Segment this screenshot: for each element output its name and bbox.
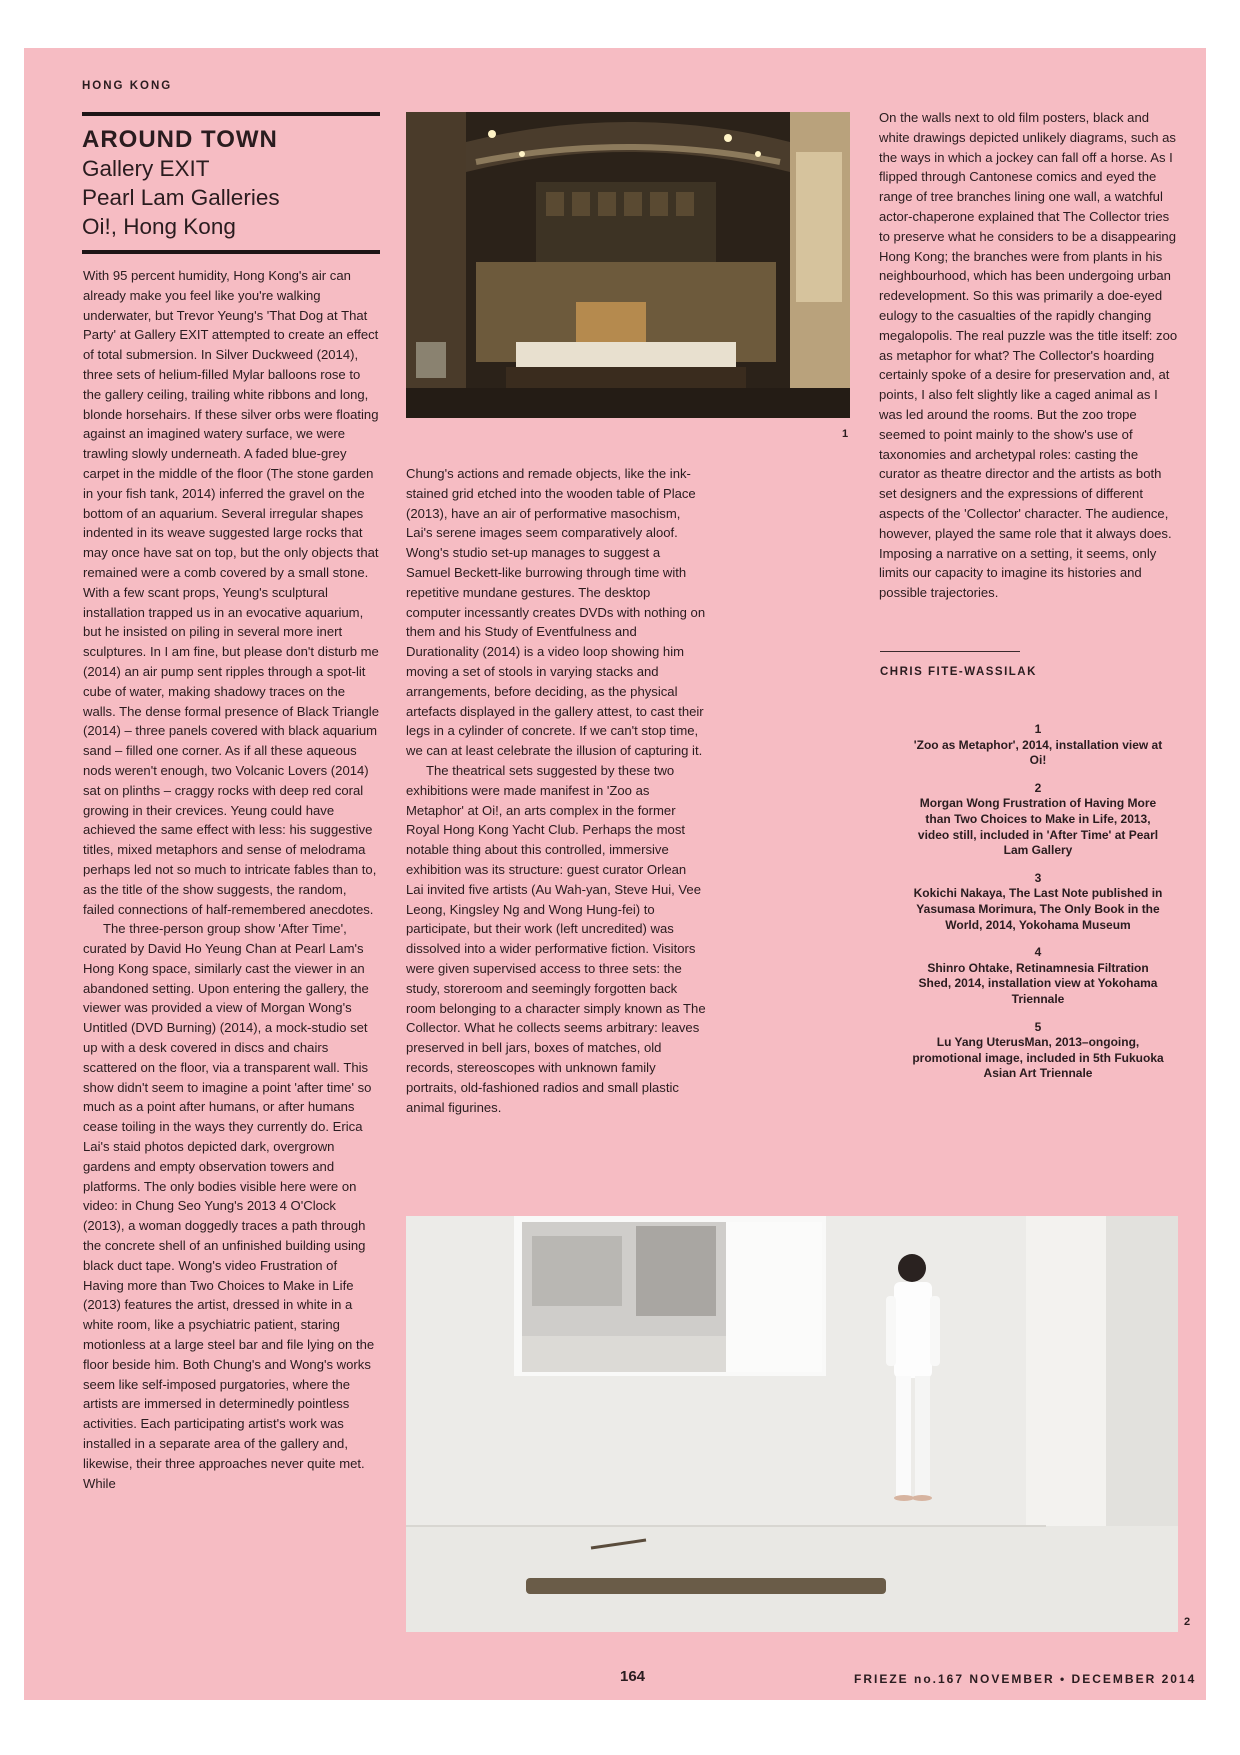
magazine-page xyxy=(24,48,1206,1700)
header-rule-bottom xyxy=(82,250,380,254)
venue-2: Pearl Lam Galleries xyxy=(82,185,280,210)
caption-number: 4 xyxy=(1034,945,1042,960)
body-paragraph: Chung's actions and remade objects, like the ink-stained grid etched into the wooden table of Place (2013), have an air of performative masochism, Lai's serene images seem comparatively aloof. Wong's studio set-up manages to suggest a Samuel Beckett-like burrowing through time with repetitive mundane gestures. The desktop computer incessantly creates DVDs with nothing on them and his Study of Eventfulness and Durationality (2014) is a video loop showing him moving a set of stools in varying stacks and arrangements, before deciding, as the physical artefacts displayed in the gallery attest, to cast their legs in a cylinder of concrete. If we can't stop time, we can at least celebrate the illusion of capturing it. xyxy=(406,466,706,759)
footer-masthead: FRIEZE no.167 NOVEMBER • DECEMBER 2014 xyxy=(854,1672,1197,1686)
caption-2 xyxy=(910,781,1166,859)
body-paragraph: The three-person group show 'After Time', curated by David Ho Yeung Chan at Pearl Lam's Hong Kong space, similarly cast the viewer in an abandoned setting. Upon entering the gallery, the viewer was provided a view of Morgan Wong's Untitled (DVD Burning) (2014), a mock-studio set up with a desk covered in discs and chairs scattered on the floor, via a transparent wall. This show didn't seem to imagine a point 'after time' so much as a point after humans, or after humans cease toiling in the ways they currently do. Erica Lai's staid photos depicted dark, overgrown gardens and empty observation towers and platforms. The only bodies visible here were on video: in Chung Seo Yung's 2013 4 O'Clock (2013), a woman doggedly traces a path through the concrete shell of an unfinished building using black duct tape. Wong's video Frustration of Having more than Two Choices to Make in Life (2013) features the artist, dressed in white in a white room, like a psychiatric patient, staring motionless at a large steel bar and file lying on the floor beside him. Both Chung's and Wong's works seem like self-imposed purgatories, where the artists are immersed in determinedly pointless activities. Each participating artist's work was installed in a separate area of the gallery and, likewise, their three approaches never quite met. While xyxy=(83,921,375,1491)
byline-rule xyxy=(880,651,1020,652)
photo-white-room-video-still xyxy=(406,1216,1178,1632)
photo-installation-view xyxy=(406,112,850,418)
caption-text: Lu Yang UterusMan, 2013–ongoing, promotional image, included in 5th Fukuoka Asian Art Triennale xyxy=(912,1035,1164,1081)
body-paragraph: The theatrical sets suggested by these two exhibitions were made manifest in 'Zoo as Metaphor' at Oi!, an arts complex in the former Royal Hong Kong Yacht Club. Perhaps the most notable thing about this controlled, immersive exhibition was its structure: guest curator Orlean Lai invited five artists (Au Wah-yan, Steve Hui, Vee Leong, Kingsley Ng and Wong Hung-fei) to participate, but their work (left uncredited) was dissolved into a wider performative fiction. Visitors were given supervised access to three sets: the study, storeroom and seemingly forgotten back room belonging to a character simply known as The Collector. What he collects seems arbitrary: leaves preserved in bell jars, boxes of matches, old records, stereoscopes with unknown family portraits, old-fashioned radios and small plastic animal figurines. xyxy=(406,762,706,1115)
text-column-3 xyxy=(879,108,1179,603)
page-number: 164 xyxy=(620,1668,646,1685)
caption-4 xyxy=(910,945,1166,1007)
body-paragraph: On the walls next to old film posters, black and white drawings depicted unlikely diagrams, such as the ways in which a jockey can fall off a horse. As I flipped through Cantonese comics and eyed the range of tree branches lining one wall, a watchful actor-chaperone explained that The Collector tries to preserve what he considers to be a disappearing Hong Kong; the branches were from plants in his neighbourhood, which has been undergoing urban redevelopment. So this was primarily a doe-eyed eulogy to the casualties of the rapidly changing megalopolis. The real puzzle was the title itself: zoo as metaphor for what? The Collector's hoarding certainly spoke of a desire for preservation and, at points, I also felt slightly like a caged animal as I was led around the rooms. But the zoo trope seemed to point mainly to the show's use of taxonomies and archetypal roles: casting the curator as theatre director and the artists as both set designers and the expressions of different aspects of the 'Collector' character. The audience, however, played the same role that it always does. Imposing a narrative on a setting, it seems, only limits our capacity to imagine its histories and possible trajectories. xyxy=(879,110,1178,601)
caption-1 xyxy=(910,722,1166,769)
caption-text: Shinro Ohtake, Retinamnesia Filtration Shed, 2014, installation view at Yokohama Triennale xyxy=(918,960,1158,1006)
article-title: AROUND TOWN xyxy=(82,126,278,153)
caption-number: 5 xyxy=(1034,1019,1042,1034)
caption-number: 3 xyxy=(1034,870,1042,885)
caption-3 xyxy=(910,871,1166,933)
caption-text: Morgan Wong Frustration of Having More than Two Choices to Make in Life, 2013, video still, included in 'After Time' at Pearl Lam Gallery xyxy=(917,796,1159,858)
figure-number-1: 1 xyxy=(842,428,849,440)
caption-number: 1 xyxy=(1034,722,1042,736)
installation-photo-art xyxy=(406,112,850,418)
caption-text: Kokichi Nakaya, The Last Note published in Yasumasa Morimura, The Only Book in the World, 2014, Yokohama Museum xyxy=(913,886,1163,932)
byline: CHRIS FITE-WASSILAK xyxy=(880,666,1037,678)
venue-3: Oi!, Hong Kong xyxy=(82,214,236,239)
white-room-photo-art xyxy=(406,1216,1178,1632)
captions-block xyxy=(910,722,1166,1094)
caption-5 xyxy=(910,1020,1166,1082)
header-rule-top xyxy=(82,112,380,116)
text-column-1 xyxy=(83,266,381,1493)
venue-1: Gallery EXIT xyxy=(82,156,210,181)
section-label: HONG KONG xyxy=(82,80,173,92)
caption-text: 'Zoo as Metaphor', 2014, installation view at Oi! xyxy=(913,737,1163,768)
text-column-2 xyxy=(406,464,706,1117)
body-paragraph: With 95 percent humidity, Hong Kong's air can already make you feel like you're walking underwater, but Trevor Yeung's 'That Dog at That Party' at Gallery EXIT attempted to create an effect of total submersion. In Silver Duckweed (2014), three sets of helium-filled Mylar balloons rose to the gallery ceiling, trailing white ribbons and long, blonde horsehairs. If these silver orbs were floating against an imagined watery surface, we were trawling slowly underneath. A faded blue-grey carpet in the middle of the floor (The stone garden in your fish tank, 2014) inferred the gravel on the bottom of an aquarium. Several irregular shapes indented in its weave suggested large rocks that may once have sat on top, but the only objects that remained were a comb covered by a small stone. With a few scant props, Yeung's sculptural installation trapped us in an evocative aquarium, but he insisted on piling in several more inert sculptures. In I am fine, but please don't disturb me (2014) an air pump sent ripples through a spot-lit cube of water, making shadowy traces on the walls. The dense formal presence of Black Triangle (2014) – three panels covered with black aquarium sand – filled one corner. As if all these aqueous nods weren't enough, two Volcanic Lovers (2014) sat on plinths – craggy rocks with deep red coral growing in their crevices. Yeung could have achieved the same effect with less: his suggestive titles, mixed metaphors and sense of melodrama perhaps led not so much to intricate fables than to, as the title of the show suggests, the random, failed connections of half-remembered anecdotes. xyxy=(83,268,379,917)
caption-number: 2 xyxy=(1034,780,1042,795)
headline-block xyxy=(82,126,382,241)
figure-number-2: 2 xyxy=(1184,1616,1191,1628)
